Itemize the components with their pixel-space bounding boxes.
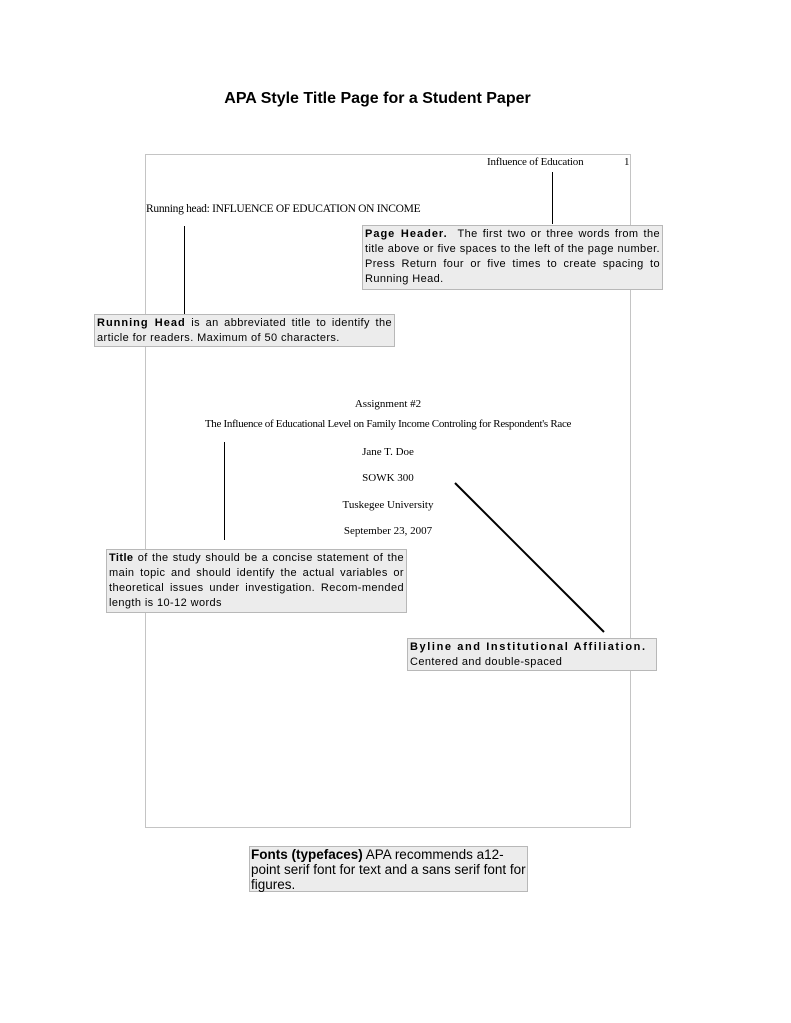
fonts-callout-text: APA recommends a12-point serif font for text and a sans serif font for figures. — [251, 847, 526, 892]
running-head-callout-label: Running Head — [97, 317, 186, 329]
page-header-callout-text: The first two or three words from the title above or five spaces to the left of the page number. Press Return four or five times to create spacing to Running Head. — [365, 228, 660, 285]
page-title: APA Style Title Page for a Student Paper — [224, 90, 531, 107]
running-head-callout — [94, 314, 395, 347]
page-header-callout-label: Page Header. — [365, 228, 448, 240]
institution-name: Tuskegee University — [342, 499, 434, 511]
running-head-text: Running head: INFLUENCE OF EDUCATION ON INCOME — [146, 203, 421, 215]
title-callout-label: Title — [109, 552, 134, 564]
byline-callout-label: Byline and Institutional Affiliation. — [410, 641, 647, 653]
fonts-callout — [249, 846, 528, 892]
fonts-callout-label: Fonts (typefaces) — [251, 847, 363, 862]
page-header-callout — [362, 225, 663, 290]
page-header-text: Influence of Education — [487, 156, 584, 168]
byline-callout-text: Centered and double-spaced — [410, 656, 563, 668]
paper-title: The Influence of Educational Level on Family Income Controling for Respondent's Race — [204, 418, 572, 430]
title-callout — [106, 549, 407, 613]
course-name: SOWK 300 — [362, 472, 414, 484]
author-name: Jane T. Doe — [362, 446, 414, 458]
assignment-line: Assignment #2 — [354, 398, 422, 410]
byline-callout — [407, 638, 657, 671]
running-head-callout-text: is an abbreviated title to identify the article for readers. Maximum of 50 characters. — [97, 317, 392, 344]
title-callout-text: of the study should be a concise statement of the main topic and should identify the actual variables or theoretical issues under investigation. Recom-mended length is 10-12 words — [109, 552, 404, 609]
page-number: 1 — [624, 156, 630, 168]
paper-date: September 23, 2007 — [343, 525, 433, 537]
